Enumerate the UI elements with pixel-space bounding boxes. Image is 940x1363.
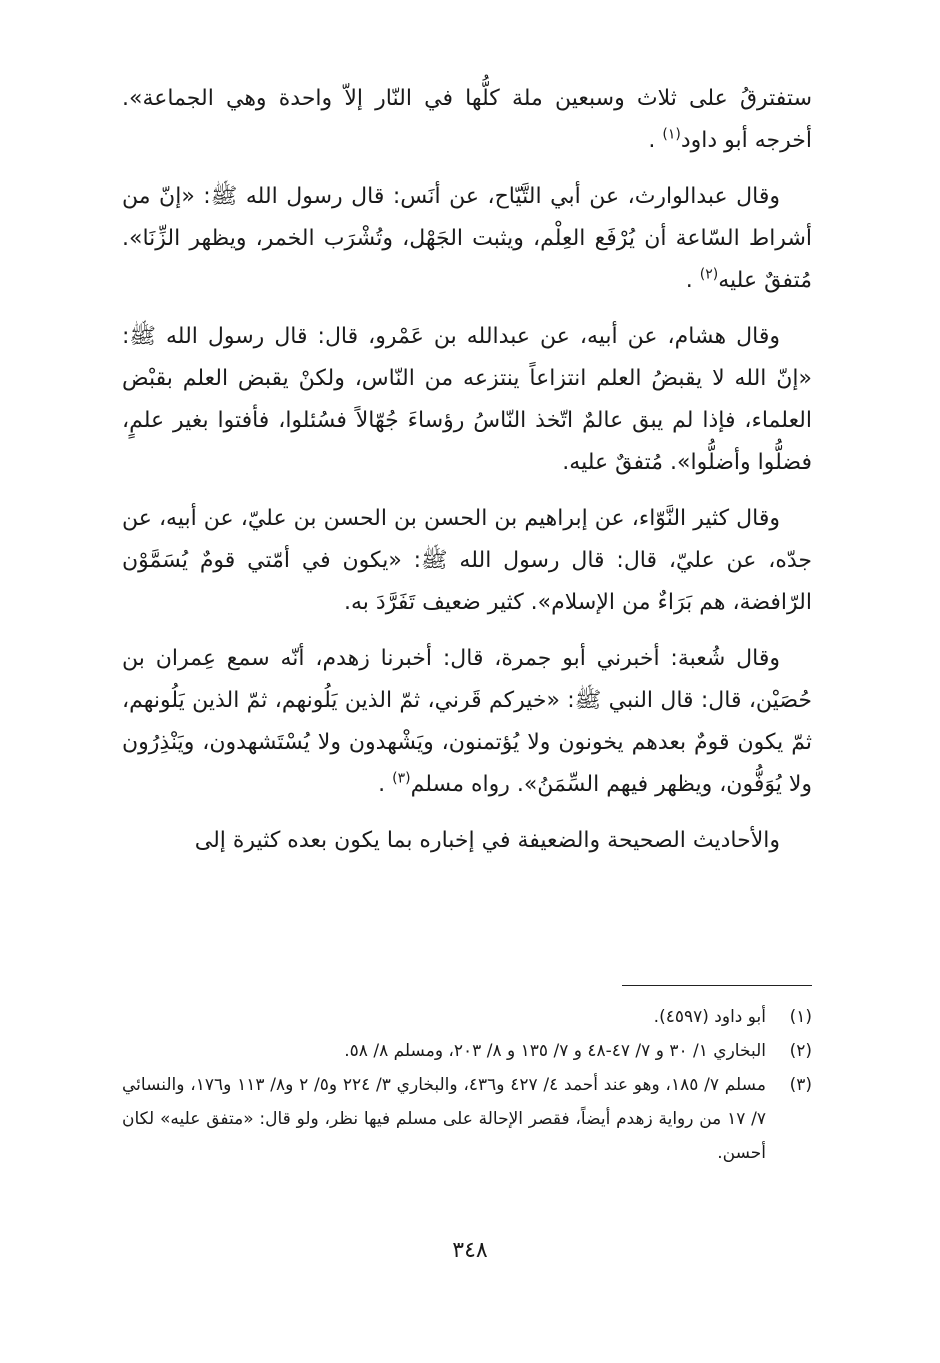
footnote-marker[interactable]: (١) [662, 126, 681, 143]
paragraph-3 [122, 316, 812, 484]
footnote-marker[interactable]: (٢) [699, 266, 719, 283]
footnote-marker[interactable]: (٣) [392, 770, 411, 787]
footnote-number: (١) [789, 1007, 812, 1027]
paragraph-5 [122, 638, 812, 806]
footnote-text: البخاري ١/ ٣٠ و ٧/ ٤٧-٤٨ و ٧/ ١٣٥ و ٨/ ٢٠٣، ومسلم ٨/ ٥٨. [344, 1041, 766, 1061]
footnote-item [122, 1000, 812, 1034]
footnote-divider [622, 985, 812, 986]
paragraph-tail: . [685, 268, 700, 293]
footnote-text: مسلم ٧/ ١٨٥، وهو عند أحمد ٤/ ٤٢٧ و٤٣٦، والبخاري ٣/ ٢٢٤ و٥/ ٢ و٨/ ١١٣ و١٧٦، والنسائي ٧/ ١٧ من رواية زهدم أيضاً، فقصر الإحالة على مسلم فيها نظر، ولو قال: «متفق عليه» لكان أحسن. [122, 1075, 766, 1163]
paragraph-text: وقال هشام، عن أبيه، عن عبدالله بن عَمْرو، قال: قال رسول الله ﷺ: «إنّ الله لا يقبضُ العلم انتزاعاً ينتزعه من النّاس، ولكنْ يقبض العلم بقبْض العلماء، فإذا لم يبق عالمٌ اتّخذ النّاسُ رؤساءَ جُهّالاً فسُئلوا، فأفتوا بغير علمٍ، فضلُّوا وأضلُّوا». مُتفقٌ عليه. [122, 324, 812, 475]
footnote-text: أبو داود (٤٥٩٧). [653, 1007, 766, 1027]
paragraph-tail: . [378, 772, 393, 797]
paragraph-text: وقال شُعبة: أخبرني أبو جمرة، قال: أخبرنا زهدم، أنّه سمع عِمران بن حُصَيْن، قال: قال النبي ﷺ: «خيركم قَرني، ثمّ الذين يَلُونهم، ثمّ الذين يَلُونهم، ثمّ يكون قومٌ بعدهم يخونون ولا يُؤتمنون، ويَشْهدون ولا يُسْتَشهدون، ويَنْذِرُون ولا يُوَفُّون، ويظهر فيهم السِّمَنُ». رواه مسلم [122, 646, 812, 797]
footnote-number: (٢) [789, 1041, 812, 1061]
paragraph-6 [122, 820, 812, 862]
paragraph-text: ستفترقُ على ثلاث وسبعين ملة كلُّها في النّار إلاّ واحدة وهي الجماعة». أخرجه أبو داود [122, 86, 812, 153]
paragraph-4 [122, 498, 812, 624]
paragraph-tail: . [648, 128, 663, 153]
footnotes [122, 1000, 812, 1170]
page-number: ٣٤٨ [452, 1238, 488, 1263]
paragraph-text: وقال كثير النَّوّاء، عن إبراهيم بن الحسن بن الحسن بن عليّ، عن أبيه، عن جدّه، عن عليّ، قال: قال رسول الله ﷺ: «يكون في أمّتي قومٌ يُسَمَّوْن الرّافضة، هم بَرَاءٌ من الإسلام». كثير ضعيف تَفَرَّدَ به. [122, 506, 812, 615]
paragraph-text: والأحاديث الصحيحة والضعيفة في إخباره بما يكون بعده كثيرة إلى [194, 828, 780, 853]
paragraph-2 [122, 176, 812, 302]
paragraph-text: وقال عبدالوارث، عن أبي التَّيّاح، عن أنَس: قال رسول الله ﷺ: «إنّ من أشراط السّاعة أن يُرْفَع العِلْم، ويثبت الجَهْل، وتُشْرَب الخمر، ويظهر الزِّنَا». مُتفقٌ عليه [122, 184, 812, 293]
paragraph-1 [122, 78, 812, 162]
footnote-item [122, 1034, 812, 1068]
footnote-item [122, 1068, 812, 1170]
footnote-number: (٣) [789, 1075, 812, 1095]
main-text [122, 78, 812, 876]
